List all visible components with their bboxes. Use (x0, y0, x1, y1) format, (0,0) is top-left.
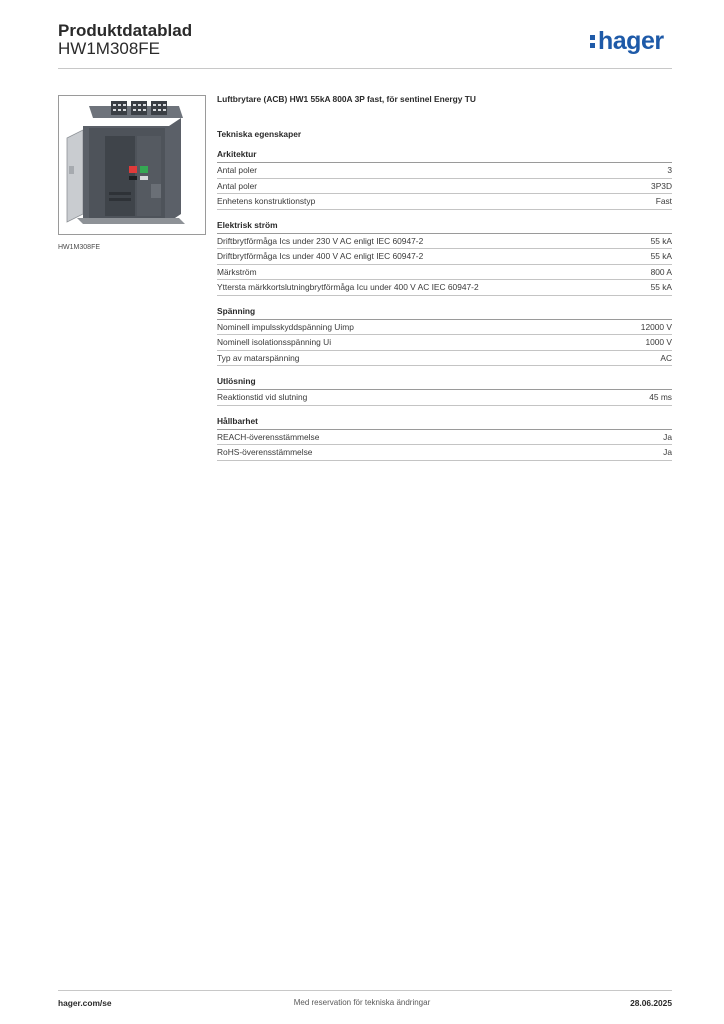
row-value: Ja (663, 447, 672, 457)
row-label: Enhetens konstruktionstyp (217, 196, 316, 206)
section-title: Utlösning (217, 376, 672, 390)
row-label: Typ av matarspänning (217, 352, 300, 363)
row-value: 12000 V (640, 321, 672, 332)
table-row (217, 445, 672, 461)
table-row (217, 280, 672, 296)
product-code: HW1M308FE (58, 39, 161, 58)
row-value: 1000 V (645, 337, 672, 347)
logo-wordmark: hager (598, 26, 664, 55)
row-label: Driftbrytförmåga Ics under 230 V AC enligt IEC 60947-2 (217, 235, 424, 246)
row-value: Fast (655, 196, 672, 206)
row-value: 45 ms (649, 392, 672, 402)
hager-logo (590, 26, 664, 56)
section-title: Arkitektur (217, 149, 672, 163)
logo-dots-icon (590, 33, 596, 49)
row-value: 55 kA (650, 235, 672, 246)
section-title: Hållbarhet (217, 416, 672, 430)
section-title: Elektrisk ström (217, 220, 672, 234)
row-value: 3 (667, 165, 672, 175)
row-label: REACH-överensstämmelse (217, 431, 320, 442)
header-divider (58, 68, 672, 69)
product-image (58, 95, 206, 235)
table-row (217, 265, 672, 281)
section-title: Spänning (217, 306, 672, 320)
footer-date: 28.06.2025 (630, 998, 672, 1008)
table-row (217, 430, 672, 446)
table-row (217, 234, 672, 250)
section-utlosning (217, 376, 672, 406)
table-row (217, 351, 672, 367)
table-row (217, 249, 672, 265)
row-label: Antal poler (217, 180, 258, 191)
page-title: Produktdatablad (58, 21, 193, 40)
table-row (217, 335, 672, 351)
row-label: Märkström (217, 266, 257, 277)
row-value: Ja (663, 431, 672, 442)
row-label: Antal poler (217, 165, 258, 175)
table-row (217, 390, 672, 406)
footer-website: hager.com/se (58, 998, 112, 1008)
section-elektrisk-strom (217, 220, 672, 296)
air-circuit-breaker-illustration (59, 96, 205, 234)
product-details (217, 94, 672, 471)
row-value: 55 kA (650, 282, 672, 292)
table-row (217, 179, 672, 195)
product-description: Luftbrytare (ACB) HW1 55kA 800A 3P fast, för sentinel Energy TU (217, 94, 476, 104)
row-value: 3P3D (651, 180, 672, 191)
table-row (217, 194, 672, 210)
footer-divider (58, 990, 672, 991)
product-image-caption: HW1M308FE (58, 244, 101, 251)
table-row (217, 320, 672, 336)
row-label: RoHS-överensstämmelse (217, 447, 313, 457)
row-value: AC (660, 352, 672, 363)
row-label: Yttersta märkkortslutningbrytförmåga Icu under 400 V AC IEC 60947-2 (217, 282, 479, 292)
footer-note: Med reservation för tekniska ändringar (293, 998, 431, 1007)
row-label: Nominell isolationsspänning Ui (217, 337, 332, 347)
table-row (217, 163, 672, 179)
technical-properties-title: Tekniska egenskaper (217, 129, 302, 139)
row-label: Nominell impulsskyddspänning Uimp (217, 321, 354, 332)
section-arkitektur (217, 149, 672, 210)
section-spanning (217, 306, 672, 367)
section-hallbarhet (217, 416, 672, 461)
row-label: Reaktionstid vid slutning (217, 392, 308, 402)
row-value: 55 kA (650, 251, 672, 261)
row-label: Driftbrytförmåga Ics under 400 V AC enligt IEC 60947-2 (217, 251, 424, 261)
row-value: 800 A (650, 266, 672, 277)
